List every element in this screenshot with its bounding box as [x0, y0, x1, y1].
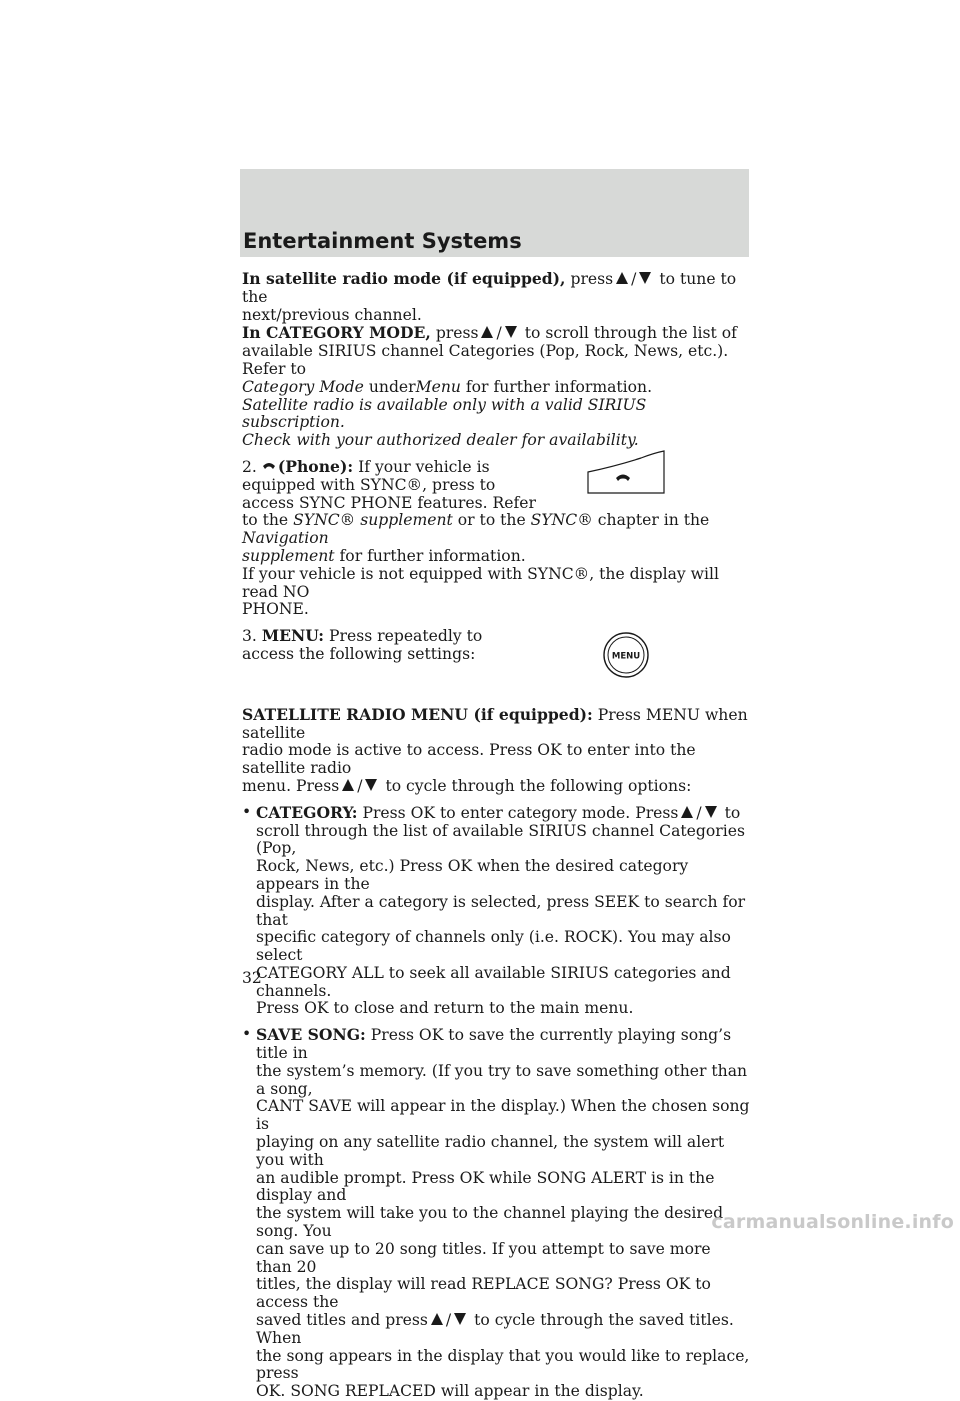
bullet-dot: •	[242, 1025, 252, 1044]
bullet-save-song	[242, 1026, 750, 1401]
down-arrow-icon	[453, 1312, 467, 1326]
italic-text: Menu	[415, 377, 461, 396]
satellite-mode-lead: In satellite radio mode (if equipped),	[242, 269, 566, 288]
menu-label: MENU:	[261, 626, 325, 646]
separator: /	[445, 1311, 452, 1330]
text: Press repeatedly to	[329, 627, 483, 646]
category-mode-paragraph	[242, 324, 750, 450]
phone-icon	[262, 459, 276, 471]
text: specific category of channels only (i.e. ROCK). You may also select	[256, 928, 731, 965]
text: menu. Press	[242, 776, 340, 795]
phone-paragraph	[242, 458, 750, 619]
press-text: press	[570, 270, 614, 288]
separator: /	[631, 270, 637, 288]
up-arrow-icon	[341, 778, 355, 792]
text: to	[724, 803, 741, 822]
save-song-label: SAVE SONG:	[256, 1025, 366, 1045]
text: If your vehicle is not equipped with SYNC®, the display will read NO	[242, 564, 719, 601]
italic-text: Category Mode	[242, 377, 364, 396]
text: Press OK to close and return to the main menu.	[256, 999, 634, 1018]
italic-note: Satellite radio is available only with a valid SIRIUS subscription.	[242, 395, 647, 432]
text: the system’s memory. (If you try to save something other than a song,	[256, 1061, 748, 1098]
text: to tune to the	[242, 270, 737, 306]
page-number: 32	[242, 969, 262, 987]
satellite-mode-paragraph	[242, 270, 750, 324]
text: chapter in the	[597, 511, 710, 530]
text: CANT SAVE will appear in the display.) When the chosen song is	[256, 1097, 750, 1134]
text: Rock, News, etc.) Press OK when the desired category appears in the	[256, 857, 689, 893]
text: equipped with SYNC®, press to	[242, 475, 496, 494]
text: radio mode is active to access. Press OK to enter into the satellite radio	[242, 741, 696, 778]
phone-button-illustration	[586, 450, 666, 494]
text: access SYNC PHONE features. Refer	[242, 493, 536, 512]
text: scroll through the list of available SIRIUS channel Categories (Pop,	[256, 821, 745, 858]
down-arrow-icon	[364, 778, 378, 792]
text: Press OK to save the currently playing song’s title in	[256, 1026, 732, 1063]
section-header	[240, 169, 749, 257]
separator: /	[496, 324, 502, 343]
text: the song appears in the display that you would like to replace, press	[256, 1346, 750, 1383]
up-arrow-icon	[480, 325, 494, 339]
italic-text: SYNC®	[530, 511, 593, 530]
text: Press OK to enter category mode. Press	[362, 803, 679, 822]
page-content	[242, 270, 750, 1401]
italic-text: Navigation	[242, 529, 329, 548]
text: to cycle through the saved titles. When	[256, 1311, 734, 1347]
italic-text: supplement	[242, 546, 335, 565]
section-title: Entertainment Systems	[243, 229, 522, 253]
text: or to the	[457, 511, 526, 530]
text: under	[368, 377, 416, 396]
menu-section	[242, 627, 750, 664]
italic-note: Check with your authorized dealer for availability.	[242, 431, 639, 450]
press-text: press	[435, 324, 479, 343]
menu-paragraph	[242, 627, 750, 664]
bullet-text	[256, 804, 750, 1019]
text: titles, the display will read REPLACE SONG? Press OK to access the	[256, 1275, 711, 1312]
down-arrow-icon	[704, 805, 718, 819]
text: an audible prompt. Press OK while SONG ALERT is in the display and	[256, 1168, 715, 1205]
down-arrow-icon	[504, 325, 518, 339]
separator: /	[357, 776, 363, 795]
item-number: 2.	[242, 457, 257, 476]
text: the system will take you to the channel playing the desired song. You	[256, 1204, 724, 1241]
text: If your vehicle is	[358, 457, 490, 476]
category-label: CATEGORY:	[256, 802, 358, 822]
text: CATEGORY ALL to seek all available SIRIUS categories and channels.	[256, 963, 731, 1000]
bullet-text	[256, 1026, 750, 1401]
satellite-menu-lead: SATELLITE RADIO MENU (if equipped):	[242, 704, 593, 724]
category-mode-lead: In CATEGORY MODE,	[242, 323, 431, 343]
text: to the	[242, 511, 289, 530]
text: saved titles and press	[256, 1311, 428, 1330]
text: playing on any satellite radio channel, the system will alert you with	[256, 1133, 725, 1169]
phone-label: (Phone):	[277, 456, 354, 476]
text: Press MENU when satellite	[242, 705, 748, 742]
bullet-category	[242, 804, 750, 1019]
down-arrow-icon	[638, 271, 652, 285]
separator: /	[696, 803, 702, 822]
text: access the following settings:	[242, 644, 476, 663]
up-arrow-icon	[615, 271, 629, 285]
text: display. After a category is selected, press SEEK to search for that	[256, 892, 746, 929]
text: to cycle through the following options:	[385, 776, 692, 795]
text: can save up to 20 song titles. If you attempt to save more than 20	[256, 1239, 711, 1276]
italic-text: SYNC® supplement	[293, 511, 453, 530]
item-number: 3.	[242, 627, 257, 646]
up-arrow-icon	[430, 1312, 444, 1326]
text: for further information.	[339, 546, 526, 565]
text: to scroll through the list of	[524, 324, 737, 343]
up-arrow-icon	[680, 805, 694, 819]
watermark-text: carmanualsonline.info	[711, 1211, 954, 1233]
phone-section	[242, 458, 750, 619]
text: OK. SONG REPLACED will appear in the display.	[256, 1382, 644, 1401]
bullet-dot: •	[242, 802, 252, 821]
satellite-menu-paragraph	[242, 706, 750, 796]
text: PHONE.	[242, 600, 309, 619]
text: next/previous channel.	[242, 305, 422, 324]
text: for further information.	[465, 377, 653, 396]
menu-button-illustration	[602, 631, 650, 679]
text: available SIRIUS channel Categories (Pop, Rock, News, etc.). Refer to	[242, 342, 729, 378]
menu-button-label: MENU	[611, 651, 641, 662]
